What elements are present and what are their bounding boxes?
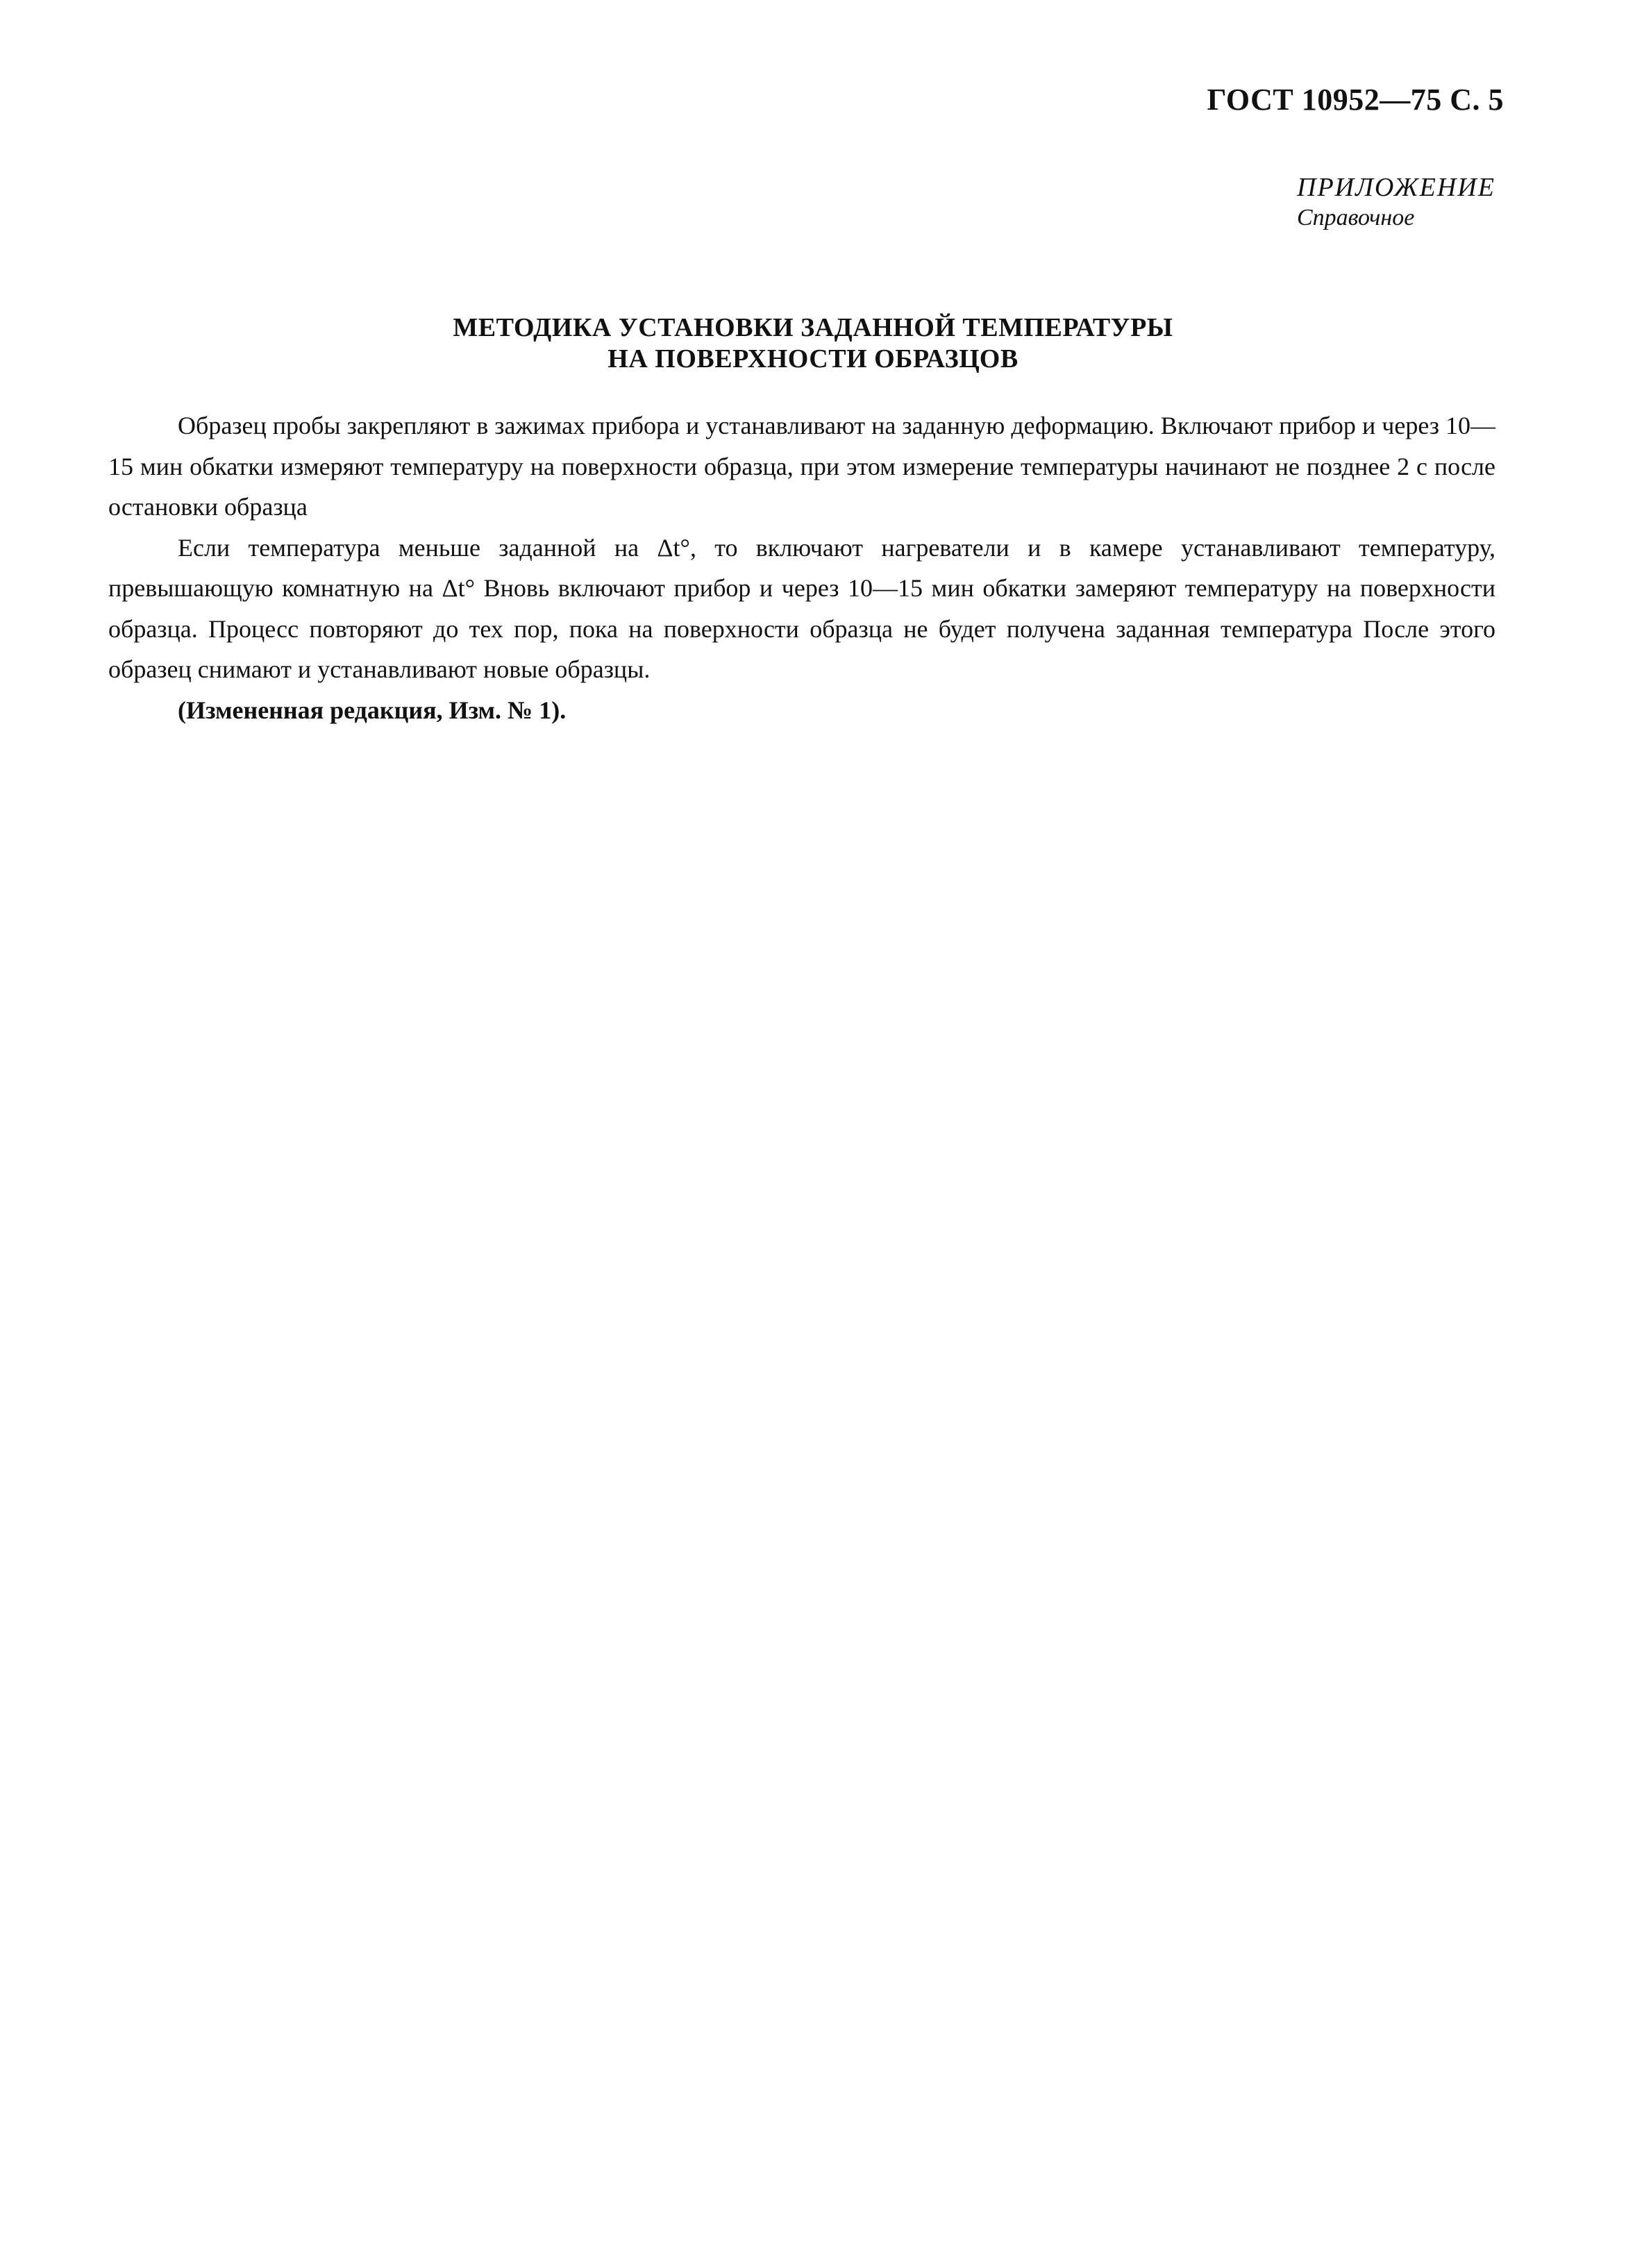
appendix-title: ПРИЛОЖЕНИЕ xyxy=(1297,173,1495,202)
document-reference: ГОСТ 10952—75 С. 5 xyxy=(1207,83,1504,117)
appendix-label xyxy=(1297,172,1495,232)
body-text xyxy=(108,405,1495,730)
appendix-kind: Справочное xyxy=(1297,204,1415,230)
document-title xyxy=(0,312,1626,375)
title-line-1: МЕТОДИКА УСТАНОВКИ ЗАДАННОЙ ТЕМПЕРАТУРЫ xyxy=(453,313,1173,342)
amendment-note: (Измененная редакция, Изм. № 1). xyxy=(178,696,567,724)
title-line-2: НА ПОВЕРХНОСТИ ОБРАЗЦОВ xyxy=(607,344,1019,373)
paragraph-2: Если температура меньше заданной на Δt°, то включают нагреватели и в камере устанавливают температуру, превышающую комнатную на Δt° Вновь включают прибор и через 10—15 мин обкатки замеряют температуру на поверхности образца. Процесс повторяют до тех пор, пока на поверхности образца не будет получена заданная температура После этого образец снимают и устанавливают новые образцы. xyxy=(108,533,1495,683)
paragraph-1: Образец пробы закрепляют в зажимах прибора и устанавливают на заданную деформацию. Включают прибор и через 10—15 мин обкатки измеряют температуру на поверхности образца, при этом измерение температуры начинают не позднее 2 с после остановки образца xyxy=(108,412,1495,521)
